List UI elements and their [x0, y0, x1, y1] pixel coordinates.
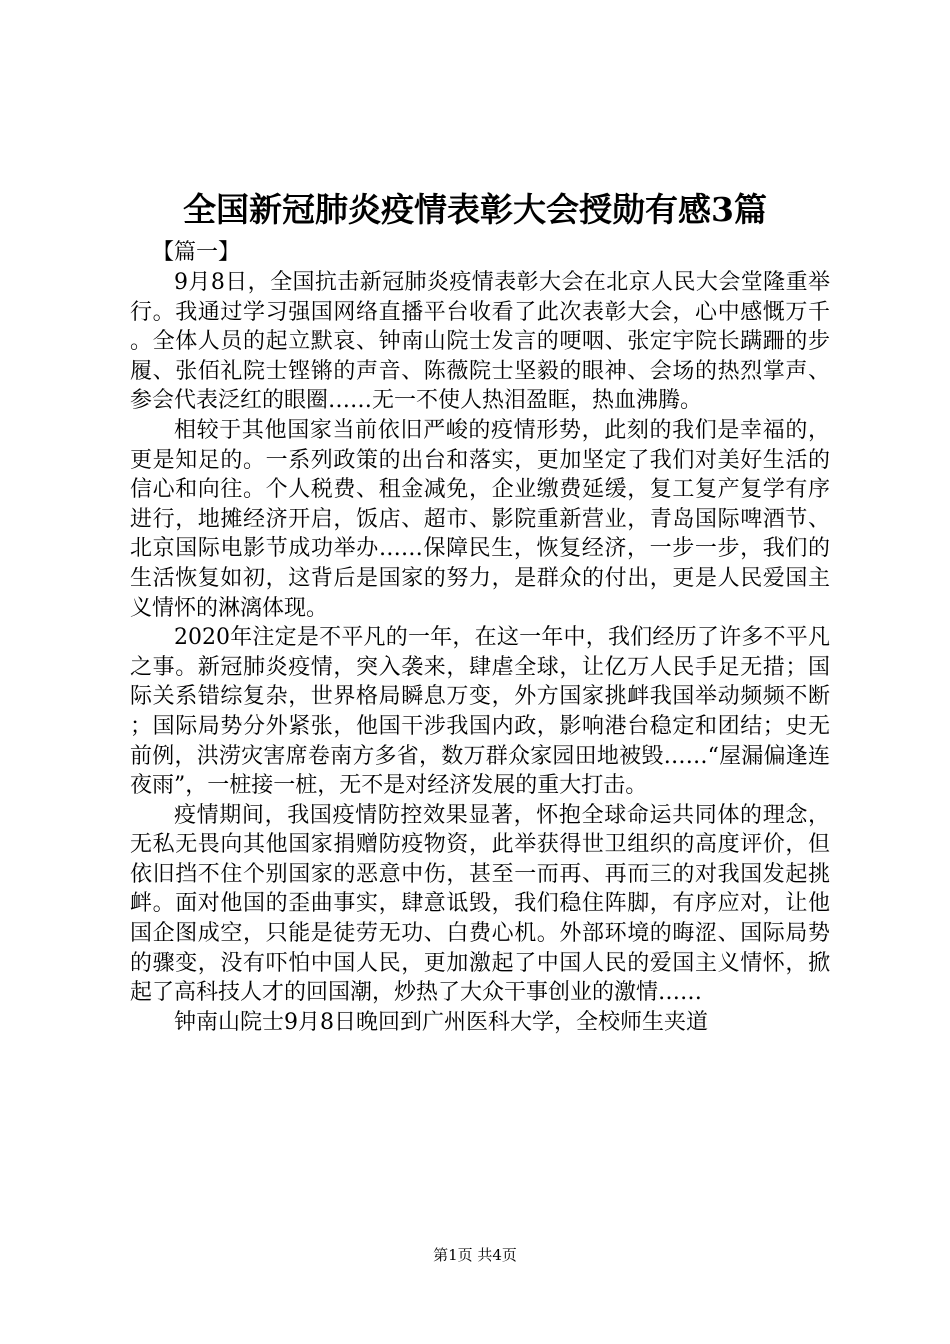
paragraph: 2020年注定是不平凡的一年，在这一年中，我们经历了许多不平凡之事。新冠肺炎疫情，突入袭来，肆虐全球，让亿万人民手足无措；国际关系错综复杂，世界格局瞬息万变，外方国家挑衅我国举动频频不断；国际局势分外紧张，他国干涉我国内政，影响港台稳定和团结；史无前例，洪涝灾害席卷南方多省，数万群众家园田地被毁……“屋漏偏逢连夜雨”，一桩接一桩，无不是对经济发展的重大打击。	[130, 625, 830, 799]
paragraph: 相较于其他国家当前依旧严峻的疫情形势，此刻的我们是幸福的，更是知足的。一系列政策的出台和落实，更加坚定了我们对美好生活的信心和向往。个人税费、租金减免，企业缴费延缓，复工复产复学有序进行，地摊经济开启，饭店、超市、影院重新营业，青岛国际啤酒节、北京国际电影节成功举办……保障民生，恢复经济，一步一步，我们的生活恢复如初，这背后是国家的努力，是群众的付出，更是人民爱国主义情怀的淋漓体现。	[130, 417, 830, 621]
document-body	[130, 268, 830, 1037]
paragraph: 9月8日，全国抗击新冠肺炎疫情表彰大会在北京人民大会堂隆重举行。我通过学习强国网络直播平台收看了此次表彰大会，心中感慨万千。全体人员的起立默哀、钟南山院士发言的哽咽、张定宇院长蹒跚的步履、张佰礼院士铿锵的声音、陈薇院士坚毅的眼神、会场的热烈掌声、参会代表泛红的眼圈……无一不使人热泪盈眶，热血沸腾。	[130, 270, 830, 414]
paragraph: 钟南山院士9月8日晚回到广州医科大学，全校师生夹道	[174, 1009, 708, 1035]
section-heading: 【篇一】	[152, 240, 241, 265]
document-title: 全国新冠肺炎疫情表彰大会授勋有感3篇	[183, 190, 767, 229]
page-number-footer: 第1页 共4页	[433, 1246, 517, 1264]
paragraph: 疫情期间，我国疫情防控效果显著，怀抱全球命运共同体的理念，无私无畏向其他国家捐赠防疫物资，此举获得世卫组织的高度评价，但依旧挡不住个别国家的恶意中伤，甚至一而再、再而三的对我国发起挑衅。面对他国的歪曲事实，肆意诋毁，我们稳住阵脚，有序应对，让他国企图成空，只能是徒劳无功、白费心机。外部环境的晦涩、国际局势的骤变，没有吓怕中国人民，更加激起了中国人民的爱国主义情怀，掀起了高科技人才的回国潮，炒热了大众干事创业的激情……	[130, 802, 830, 1006]
